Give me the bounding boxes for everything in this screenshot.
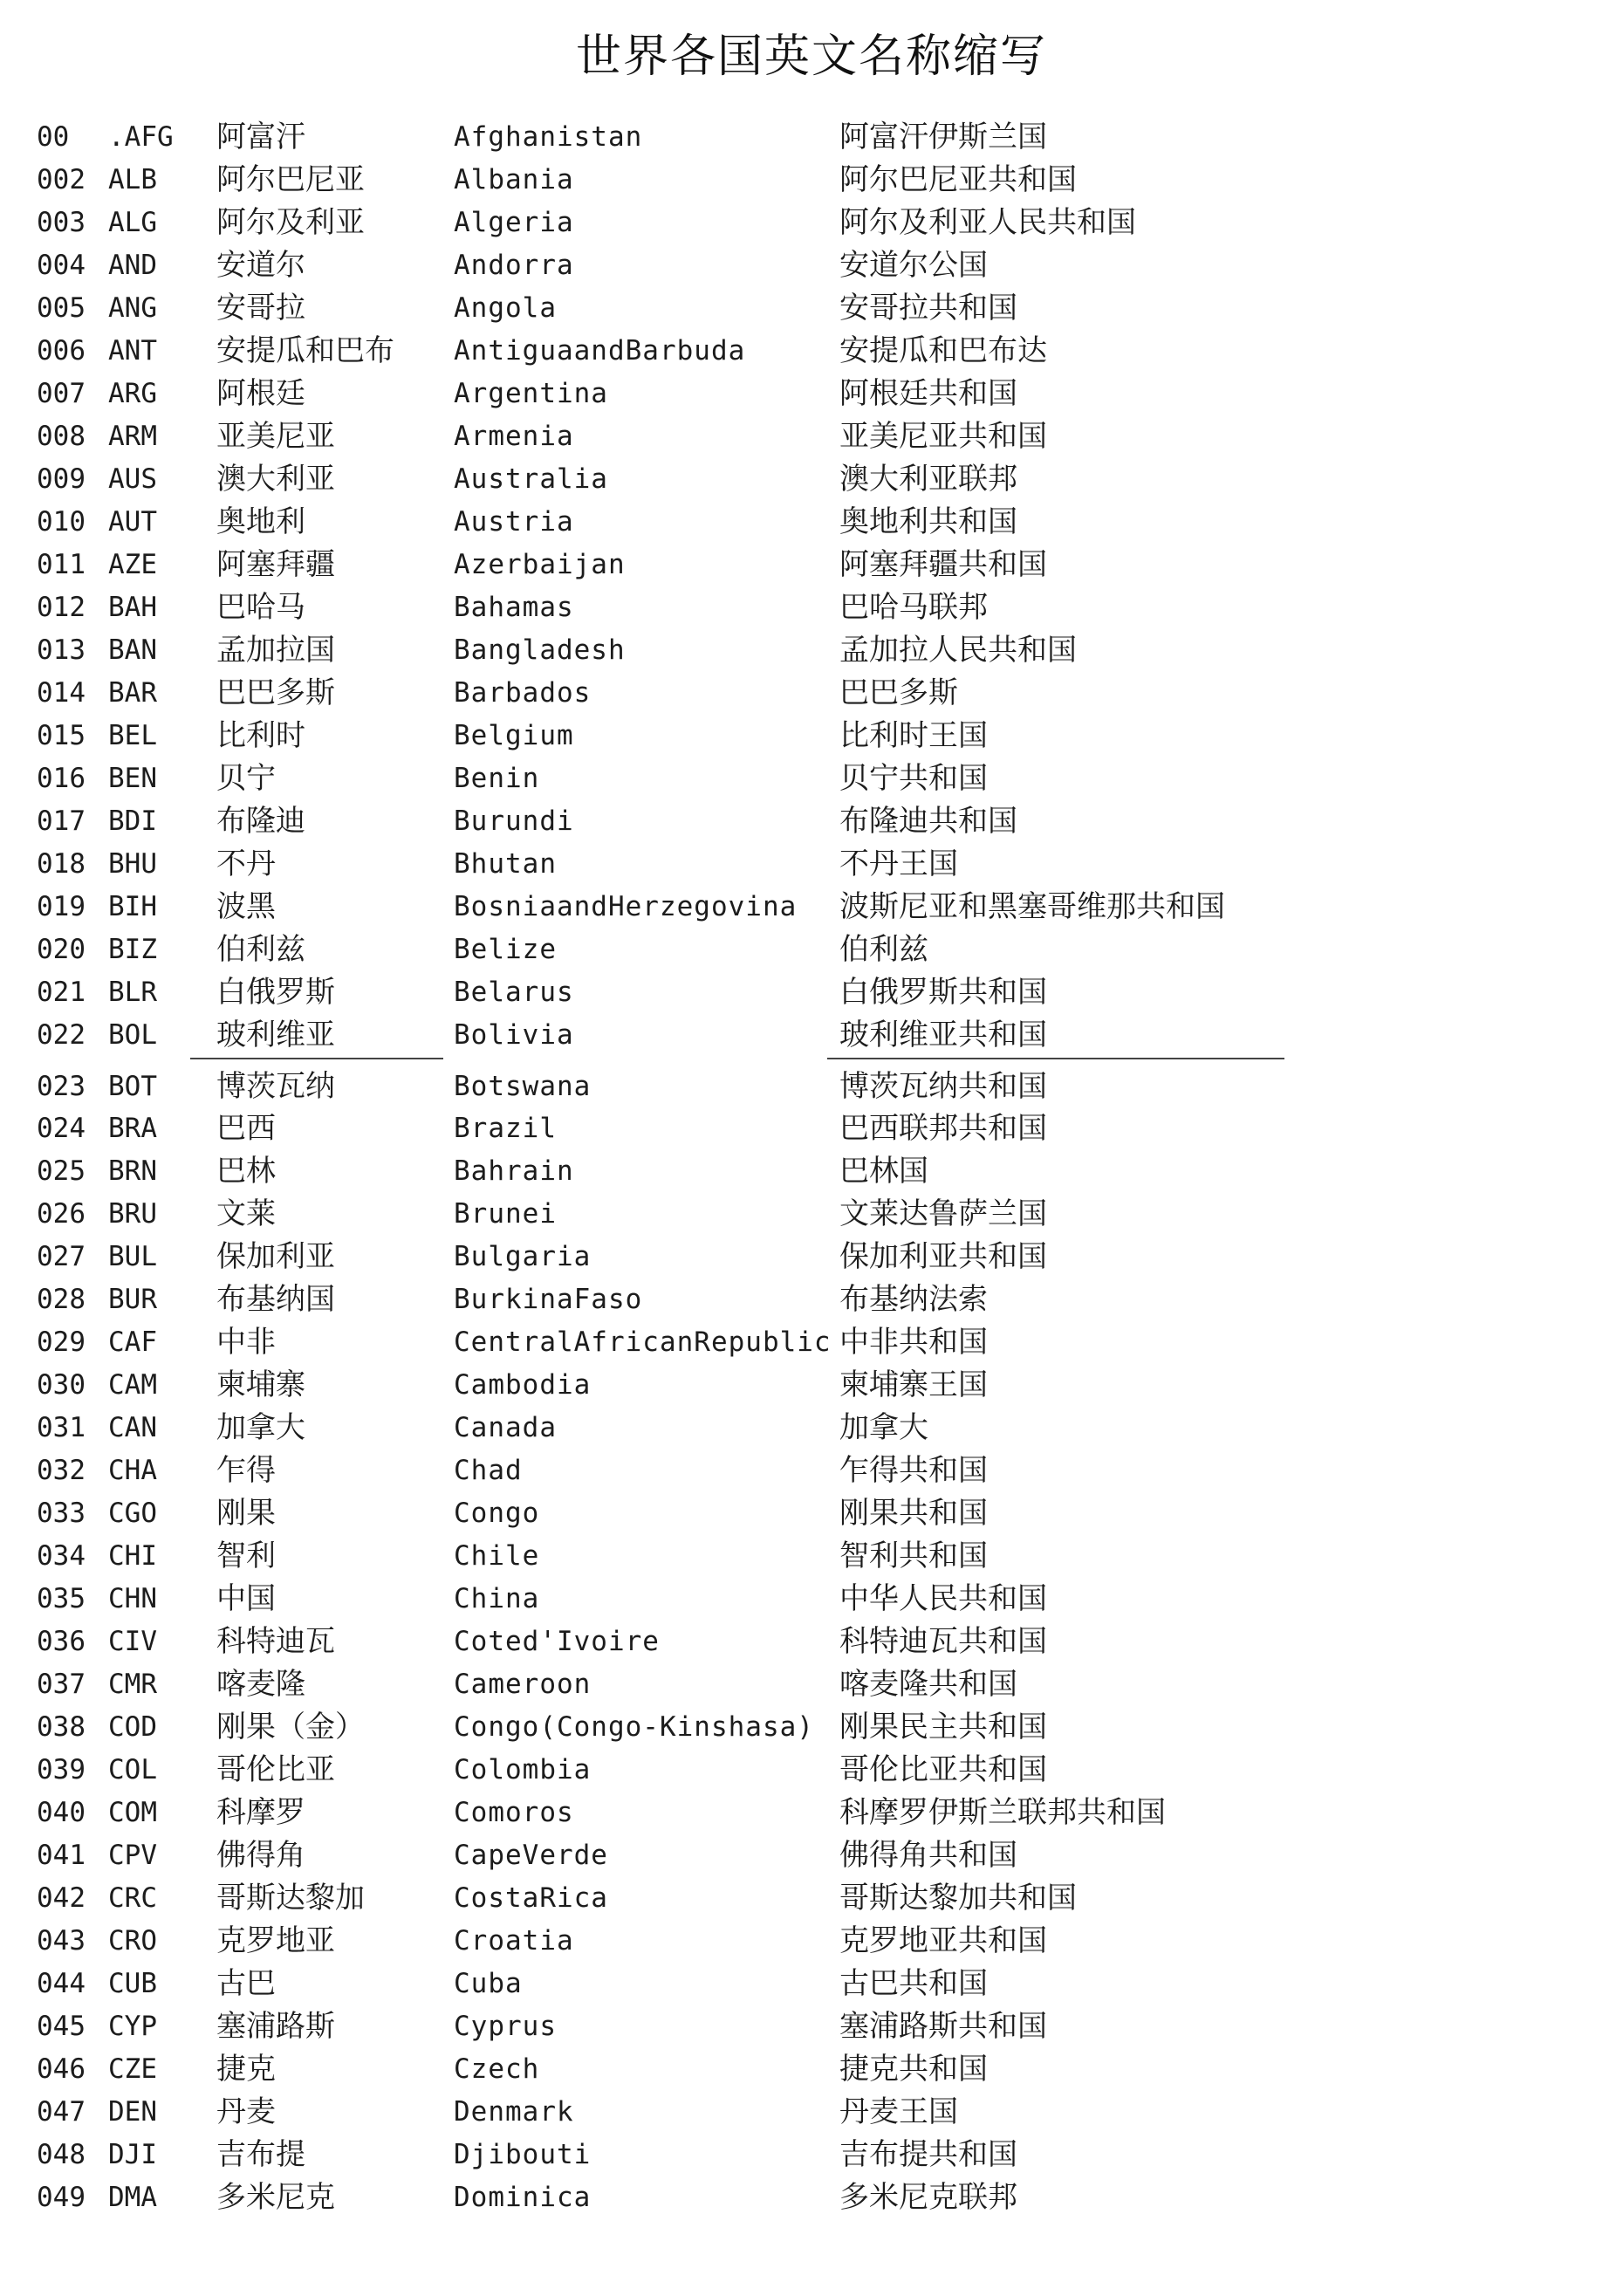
table-row	[0, 1236, 1623, 1278]
english-name: Canada	[454, 1412, 557, 1443]
english-name: BosniaandHerzegovina	[454, 891, 798, 922]
chinese-full-name: 哥斯达黎加共和国	[839, 1881, 1077, 1916]
chinese-full-name: 刚果共和国	[839, 1496, 988, 1531]
chinese-short-name: 澳大利亚	[216, 462, 335, 497]
chinese-short-name: 佛得角	[216, 1838, 305, 1873]
english-name: Djibouti	[454, 2139, 592, 2170]
country-code: BRA	[108, 1113, 157, 1144]
row-number: 027	[37, 1241, 86, 1272]
english-name: Austria	[454, 506, 574, 538]
country-code: AUS	[108, 463, 157, 495]
row-number: 040	[37, 1797, 86, 1828]
english-name: Coted'Ivoire	[454, 1626, 660, 1657]
table-row	[0, 2005, 1623, 2048]
english-name: Australia	[454, 463, 608, 495]
chinese-short-name: 智利	[216, 1539, 276, 1573]
chinese-short-name: 伯利兹	[216, 932, 305, 967]
chinese-full-name: 保加利亚共和国	[839, 1239, 1047, 1274]
chinese-full-name: 中非共和国	[839, 1325, 988, 1360]
chinese-short-name: 白俄罗斯	[216, 975, 335, 1010]
table-row	[0, 501, 1623, 544]
chinese-full-name: 刚果民主共和国	[839, 1710, 1047, 1744]
chinese-full-name: 巴哈马联邦	[839, 590, 988, 625]
table-row	[0, 1920, 1623, 1963]
chinese-short-name: 加拿大	[216, 1410, 305, 1445]
chinese-short-name: 孟加拉国	[216, 633, 335, 668]
english-name: Botswana	[454, 1071, 592, 1102]
chinese-short-name: 波黑	[216, 889, 276, 924]
table-row	[0, 1535, 1623, 1578]
row-number: 013	[37, 634, 86, 666]
english-name: Angola	[454, 292, 557, 324]
row-number: 049	[37, 2182, 86, 2213]
chinese-short-name: 布隆迪	[216, 804, 305, 839]
chinese-short-name: 博茨瓦纳	[216, 1069, 335, 1104]
table-row	[0, 1706, 1623, 1749]
country-code: CHN	[108, 1583, 157, 1614]
country-code: CUB	[108, 1968, 157, 1999]
table-row	[0, 544, 1623, 586]
chinese-full-name: 阿根廷共和国	[839, 376, 1017, 411]
chinese-full-name: 安哥拉共和国	[839, 291, 1017, 326]
english-name: Bolivia	[454, 1019, 574, 1051]
country-code: BEN	[108, 763, 157, 794]
table-row	[0, 1834, 1623, 1877]
row-number: 010	[37, 506, 86, 538]
table-row	[0, 1792, 1623, 1834]
chinese-short-name: 安道尔	[216, 248, 305, 283]
country-code: CHI	[108, 1540, 157, 1572]
chinese-full-name: 白俄罗斯共和国	[839, 975, 1047, 1010]
chinese-short-name: 贝宁	[216, 761, 276, 796]
table-row	[0, 159, 1623, 202]
table-row	[0, 1321, 1623, 1364]
chinese-short-name: 阿尔巴尼亚	[216, 162, 365, 197]
chinese-short-name: 中国	[216, 1581, 276, 1616]
table-row	[0, 1877, 1623, 1920]
divider-line-right	[827, 1058, 1284, 1059]
country-code: BRN	[108, 1155, 157, 1187]
row-number: 018	[37, 848, 86, 880]
chinese-short-name: 哥伦比亚	[216, 1752, 335, 1787]
row-number: 048	[37, 2139, 86, 2170]
chinese-full-name: 波斯尼亚和黑塞哥维那共和国	[839, 889, 1225, 924]
country-code: BIH	[108, 891, 157, 922]
row-number: 029	[37, 1326, 86, 1358]
row-number: 045	[37, 2011, 86, 2042]
chinese-short-name: 塞浦路斯	[216, 2009, 335, 2044]
chinese-full-name: 佛得角共和国	[839, 1838, 1017, 1873]
english-name: Barbados	[454, 677, 592, 709]
table-row	[0, 1749, 1623, 1792]
table-row	[0, 458, 1623, 501]
country-code: BDI	[108, 805, 157, 837]
country-code: CPV	[108, 1840, 157, 1871]
country-code: ALB	[108, 164, 157, 195]
chinese-short-name: 哥斯达黎加	[216, 1881, 365, 1916]
divider-line-left	[190, 1058, 443, 1059]
table-row	[0, 202, 1623, 244]
english-name: Algeria	[454, 207, 574, 238]
english-name: Afghanistan	[454, 121, 643, 153]
chinese-short-name: 保加利亚	[216, 1239, 335, 1274]
english-name: Chad	[454, 1455, 523, 1486]
chinese-short-name: 捷克	[216, 2052, 276, 2087]
row-number: 019	[37, 891, 86, 922]
country-code: DMA	[108, 2182, 157, 2213]
country-code: BOT	[108, 1071, 157, 1102]
chinese-full-name: 阿塞拜疆共和国	[839, 547, 1047, 582]
country-code: COM	[108, 1797, 157, 1828]
country-code: CIV	[108, 1626, 157, 1657]
country-code: ARM	[108, 421, 157, 452]
chinese-full-name: 柬埔寨王国	[839, 1367, 988, 1402]
english-name: Bhutan	[454, 848, 557, 880]
row-number: 039	[37, 1754, 86, 1785]
row-number: 035	[37, 1583, 86, 1614]
row-number: 030	[37, 1369, 86, 1401]
english-name: CentralAfricanRepublic	[454, 1326, 832, 1358]
country-code: CGO	[108, 1498, 157, 1529]
country-code: BUR	[108, 1284, 157, 1315]
english-name: Cuba	[454, 1968, 523, 1999]
chinese-full-name: 丹麦王国	[839, 2094, 958, 2129]
chinese-full-name: 澳大利亚联邦	[839, 462, 1017, 497]
table-row	[0, 586, 1623, 629]
chinese-full-name: 不丹王国	[839, 846, 958, 881]
table-row	[0, 2091, 1623, 2134]
english-name: Comoros	[454, 1797, 574, 1828]
table-row	[0, 244, 1623, 287]
table-row	[0, 1278, 1623, 1321]
table-row	[0, 373, 1623, 415]
english-name: Chile	[454, 1540, 540, 1572]
chinese-full-name: 捷克共和国	[839, 2052, 988, 2087]
table-row	[0, 330, 1623, 373]
table-row	[0, 1150, 1623, 1193]
chinese-short-name: 布基纳国	[216, 1282, 335, 1317]
table-row	[0, 757, 1623, 800]
row-number: 005	[37, 292, 86, 324]
row-number: 047	[37, 2096, 86, 2128]
table-row	[0, 1107, 1623, 1150]
english-name: Albania	[454, 164, 574, 195]
country-code: DJI	[108, 2139, 157, 2170]
chinese-full-name: 智利共和国	[839, 1539, 988, 1573]
country-code: ANT	[108, 335, 157, 367]
chinese-short-name: 巴巴多斯	[216, 675, 335, 710]
chinese-full-name: 塞浦路斯共和国	[839, 2009, 1047, 2044]
chinese-short-name: 巴哈马	[216, 590, 305, 625]
english-name: Denmark	[454, 2096, 574, 2128]
chinese-short-name: 吉布提	[216, 2137, 305, 2172]
chinese-short-name: 刚果	[216, 1496, 276, 1531]
chinese-short-name: 亚美尼亚	[216, 419, 335, 454]
english-name: Benin	[454, 763, 540, 794]
country-code: BUL	[108, 1241, 157, 1272]
chinese-full-name: 巴巴多斯	[839, 675, 958, 710]
chinese-short-name: 科特迪瓦	[216, 1624, 335, 1659]
english-name: CapeVerde	[454, 1840, 608, 1871]
chinese-full-name: 安道尔公国	[839, 248, 988, 283]
country-code: COL	[108, 1754, 157, 1785]
country-code: CAM	[108, 1369, 157, 1401]
row-number: 007	[37, 378, 86, 409]
table-row	[0, 2176, 1623, 2219]
chinese-short-name: 喀麦隆	[216, 1667, 305, 1702]
row-number: 046	[37, 2053, 86, 2085]
table-row	[0, 415, 1623, 458]
chinese-full-name: 贝宁共和国	[839, 761, 988, 796]
english-name: Dominica	[454, 2182, 592, 2213]
row-number: 036	[37, 1626, 86, 1657]
row-number: 009	[37, 463, 86, 495]
chinese-full-name: 中华人民共和国	[839, 1581, 1047, 1616]
chinese-full-name: 吉布提共和国	[839, 2137, 1017, 2172]
country-code: BRU	[108, 1198, 157, 1230]
row-number: 028	[37, 1284, 86, 1315]
chinese-full-name: 喀麦隆共和国	[839, 1667, 1017, 1702]
table-row	[0, 800, 1623, 843]
row-number: 024	[37, 1113, 86, 1144]
chinese-full-name: 伯利兹	[839, 932, 928, 967]
english-name: China	[454, 1583, 540, 1614]
row-number: 012	[37, 592, 86, 623]
chinese-short-name: 中非	[216, 1325, 276, 1360]
chinese-full-name: 玻利维亚共和国	[839, 1018, 1047, 1052]
chinese-full-name: 乍得共和国	[839, 1453, 988, 1488]
chinese-short-name: 乍得	[216, 1453, 276, 1488]
country-code: CAF	[108, 1326, 157, 1358]
table-row	[0, 929, 1623, 971]
row-number: 023	[37, 1071, 86, 1102]
table-row	[0, 886, 1623, 929]
chinese-full-name: 克罗地亚共和国	[839, 1923, 1047, 1958]
chinese-full-name: 布隆迪共和国	[839, 804, 1017, 839]
chinese-full-name: 加拿大	[839, 1410, 928, 1445]
row-number: 025	[37, 1155, 86, 1187]
chinese-full-name: 文莱达鲁萨兰国	[839, 1196, 1047, 1231]
chinese-short-name: 克罗地亚	[216, 1923, 335, 1958]
chinese-short-name: 科摩罗	[216, 1795, 305, 1830]
table-row	[0, 971, 1623, 1014]
country-code: CRC	[108, 1882, 157, 1914]
country-code: BEL	[108, 720, 157, 751]
country-code: ANG	[108, 292, 157, 324]
country-code: DEN	[108, 2096, 157, 2128]
english-name: Bahrain	[454, 1155, 574, 1187]
row-number: 00	[37, 121, 70, 153]
chinese-full-name: 奥地利共和国	[839, 504, 1017, 539]
table-row	[0, 2048, 1623, 2091]
english-name: Congo(Congo-Kinshasa)	[454, 1711, 814, 1743]
english-name: Colombia	[454, 1754, 592, 1785]
chinese-short-name: 丹麦	[216, 2094, 276, 2129]
chinese-short-name: 比利时	[216, 718, 305, 753]
chinese-short-name: 巴西	[216, 1111, 276, 1146]
english-name: CostaRica	[454, 1882, 608, 1914]
row-number: 021	[37, 977, 86, 1008]
english-name: Belarus	[454, 977, 574, 1008]
country-code: ALG	[108, 207, 157, 238]
country-code: CHA	[108, 1455, 157, 1486]
chinese-short-name: 阿尔及利亚	[216, 205, 365, 240]
english-name: AntiguaandBarbuda	[454, 335, 746, 367]
row-number: 026	[37, 1198, 86, 1230]
country-code: .AFG	[108, 121, 174, 153]
table-row	[0, 629, 1623, 672]
row-number: 032	[37, 1455, 86, 1486]
country-code: CYP	[108, 2011, 157, 2042]
country-code: CRO	[108, 1925, 157, 1957]
table-row	[0, 1193, 1623, 1236]
row-number: 038	[37, 1711, 86, 1743]
country-code: BAN	[108, 634, 157, 666]
chinese-full-name: 巴林国	[839, 1154, 928, 1189]
english-name: Cameroon	[454, 1669, 592, 1700]
english-name: Argentina	[454, 378, 608, 409]
chinese-full-name: 古巴共和国	[839, 1966, 988, 2001]
chinese-short-name: 柬埔寨	[216, 1367, 305, 1402]
country-code: BAH	[108, 592, 157, 623]
chinese-short-name: 玻利维亚	[216, 1018, 335, 1052]
table-row	[0, 1963, 1623, 2005]
english-name: Armenia	[454, 421, 574, 452]
row-number: 002	[37, 164, 86, 195]
chinese-full-name: 比利时王国	[839, 718, 988, 753]
chinese-full-name: 阿尔及利亚人民共和国	[839, 205, 1136, 240]
table-row	[0, 2134, 1623, 2176]
english-name: Bahamas	[454, 592, 574, 623]
row-number: 006	[37, 335, 86, 367]
row-number: 011	[37, 549, 86, 580]
english-name: Czech	[454, 2053, 540, 2085]
row-number: 017	[37, 805, 86, 837]
chinese-short-name: 文莱	[216, 1196, 276, 1231]
country-code: BIZ	[108, 934, 157, 965]
country-code: BLR	[108, 977, 157, 1008]
english-name: Belgium	[454, 720, 574, 751]
row-number: 016	[37, 763, 86, 794]
row-number: 031	[37, 1412, 86, 1443]
country-code: CMR	[108, 1669, 157, 1700]
table-row	[0, 1492, 1623, 1535]
country-code: AZE	[108, 549, 157, 580]
english-name: Bangladesh	[454, 634, 626, 666]
chinese-short-name: 不丹	[216, 846, 276, 881]
chinese-short-name: 多米尼克	[216, 2180, 335, 2215]
english-name: Andorra	[454, 250, 574, 281]
chinese-short-name: 阿塞拜疆	[216, 547, 335, 582]
country-code: CZE	[108, 2053, 157, 2085]
row-number: 015	[37, 720, 86, 751]
table-row	[0, 1663, 1623, 1706]
table-row	[0, 1014, 1623, 1057]
row-number: 003	[37, 207, 86, 238]
table-row	[0, 1407, 1623, 1450]
row-number: 034	[37, 1540, 86, 1572]
table-row	[0, 1621, 1623, 1663]
chinese-full-name: 孟加拉人民共和国	[839, 633, 1077, 668]
table-row	[0, 287, 1623, 330]
chinese-short-name: 古巴	[216, 1966, 276, 2001]
chinese-full-name: 安提瓜和巴布达	[839, 333, 1047, 368]
chinese-full-name: 多米尼克联邦	[839, 2180, 1017, 2215]
chinese-full-name: 科摩罗伊斯兰联邦共和国	[839, 1795, 1166, 1830]
country-code: BHU	[108, 848, 157, 880]
row-number: 043	[37, 1925, 86, 1957]
row-number: 042	[37, 1882, 86, 1914]
table-row	[0, 843, 1623, 886]
chinese-short-name: 阿富汗	[216, 120, 305, 154]
chinese-full-name: 布基纳法索	[839, 1282, 988, 1317]
english-name: Cambodia	[454, 1369, 592, 1401]
english-name: Croatia	[454, 1925, 574, 1957]
chinese-short-name: 阿根廷	[216, 376, 305, 411]
chinese-short-name: 奥地利	[216, 504, 305, 539]
table-row	[0, 1364, 1623, 1407]
table-row	[0, 672, 1623, 715]
chinese-full-name: 亚美尼亚共和国	[839, 419, 1047, 454]
row-number: 014	[37, 677, 86, 709]
chinese-full-name: 博茨瓦纳共和国	[839, 1069, 1047, 1104]
chinese-full-name: 哥伦比亚共和国	[839, 1752, 1047, 1787]
row-number: 037	[37, 1669, 86, 1700]
row-number: 004	[37, 250, 86, 281]
table-row	[0, 116, 1623, 159]
english-name: Bulgaria	[454, 1241, 592, 1272]
table-row	[0, 1450, 1623, 1492]
country-code: CAN	[108, 1412, 157, 1443]
chinese-full-name: 阿富汗伊斯兰国	[839, 120, 1047, 154]
chinese-full-name: 科特迪瓦共和国	[839, 1624, 1047, 1659]
row-number: 022	[37, 1019, 86, 1051]
country-code: BOL	[108, 1019, 157, 1051]
chinese-full-name: 阿尔巴尼亚共和国	[839, 162, 1077, 197]
chinese-full-name: 巴西联邦共和国	[839, 1111, 1047, 1146]
row-number: 044	[37, 1968, 86, 1999]
country-code: BAR	[108, 677, 157, 709]
english-name: Burundi	[454, 805, 574, 837]
english-name: Brazil	[454, 1113, 557, 1144]
row-number: 008	[37, 421, 86, 452]
chinese-short-name: 安哥拉	[216, 291, 305, 326]
table-row	[0, 715, 1623, 757]
country-code: AUT	[108, 506, 157, 538]
english-name: Belize	[454, 934, 557, 965]
country-code: COD	[108, 1711, 157, 1743]
english-name: Cyprus	[454, 2011, 557, 2042]
chinese-short-name: 刚果（金）	[216, 1710, 365, 1744]
chinese-short-name: 巴林	[216, 1154, 276, 1189]
country-code: AND	[108, 250, 157, 281]
row-number: 020	[37, 934, 86, 965]
english-name: BurkinaFaso	[454, 1284, 643, 1315]
english-name: Azerbaijan	[454, 549, 626, 580]
country-code: ARG	[108, 378, 157, 409]
table-row	[0, 1057, 1623, 1107]
chinese-short-name: 安提瓜和巴布	[216, 333, 394, 368]
row-number: 033	[37, 1498, 86, 1529]
english-name: Congo	[454, 1498, 540, 1529]
row-number: 041	[37, 1840, 86, 1871]
country-table	[0, 116, 1623, 2219]
table-row	[0, 1578, 1623, 1621]
english-name: Brunei	[454, 1198, 557, 1230]
page-title: 世界各国英文名称缩写	[575, 31, 1047, 83]
